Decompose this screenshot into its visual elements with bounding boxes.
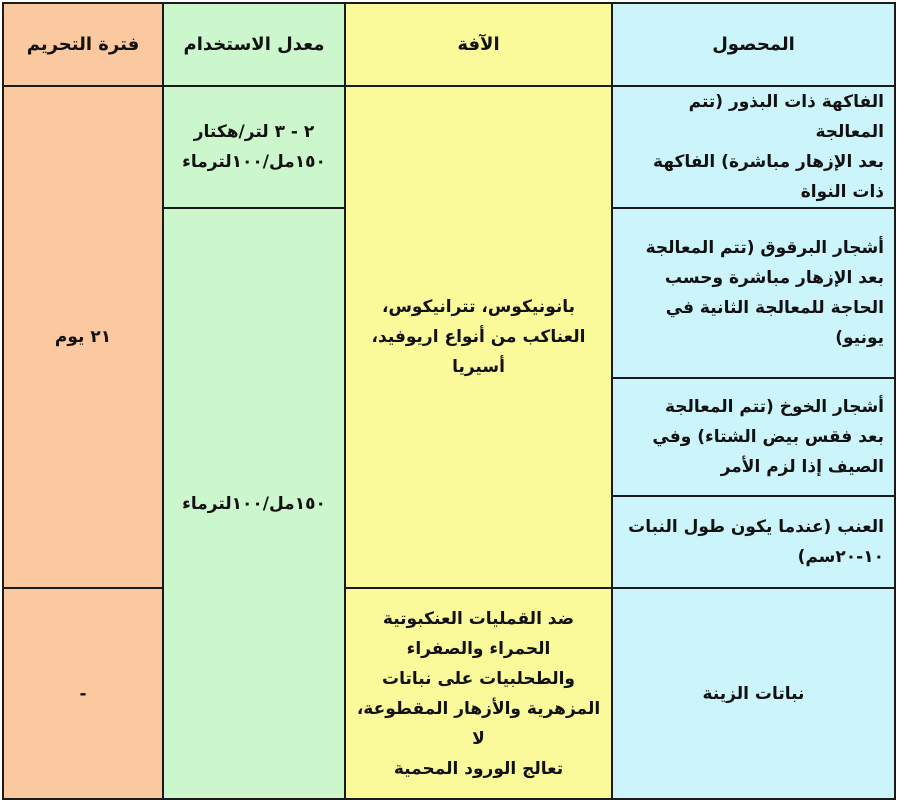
crop-cell: نباتات الزينة: [612, 588, 895, 799]
crop-cell: [612, 208, 895, 378]
crop-cell: [612, 86, 895, 208]
header-pest: الآفة: [345, 3, 612, 86]
pest-line: تعالج الورود المحمية: [393, 758, 564, 779]
rate-line: ٢ - ٣ لتر/هكتار: [193, 122, 315, 142]
header-rate: معدل الاستخدام: [163, 3, 345, 86]
crop-line: بعد الإزهار مباشرة) الفاكهة: [653, 152, 884, 172]
crop-line: الصيف إذا لزم الأمر: [720, 457, 884, 477]
pest-line: والطحلبيات على نباتات: [381, 668, 576, 689]
pesticide-table: [2, 2, 896, 800]
header-phi: فترة التحريم: [3, 3, 163, 86]
header-row: [3, 3, 895, 86]
pest-cell: [345, 86, 612, 588]
rate-cell: [163, 86, 345, 208]
pest-line: العناكب من أنواع اريوفيد،: [371, 327, 586, 347]
pest-line: المزهرية والأزهار المقطوعة، لا: [356, 698, 601, 749]
pest-line: أسيريا: [452, 357, 505, 377]
pest-cell: [345, 588, 612, 799]
rate-cell: ١٥٠مل/١٠٠لترماء: [163, 208, 345, 799]
crop-cell: [612, 378, 895, 496]
crop-line: أشجار البرقوق (تتم المعالجة: [645, 238, 884, 258]
phi-cell: ٢١ يوم: [3, 86, 163, 588]
crop-line: يونيو): [835, 328, 884, 348]
pest-line: الحمراء والصفراء: [406, 638, 551, 659]
header-crop: المحصول: [612, 3, 895, 86]
crop-line: الفاكهة ذات البذور (تتم المعالجة: [688, 92, 884, 142]
phi-cell: -: [3, 588, 163, 799]
crop-line: الحاجة للمعالجة الثانية في: [665, 298, 884, 318]
crop-line: العنب (عندما يكون طول النبات: [628, 517, 884, 537]
table-row: [3, 588, 895, 799]
pest-line: بانونيكوس، تترانيكوس،: [381, 297, 576, 317]
rate-line: ١٥٠مل/١٠٠لترماء: [182, 152, 326, 172]
crop-cell: [612, 496, 895, 588]
pest-line: ضد القمليات العنكبوتية: [382, 608, 575, 629]
crop-line: ١٠-٢٠سم): [797, 547, 884, 567]
table-row: [3, 86, 895, 208]
crop-line: بعد الإزهار مباشرة وحسب: [664, 268, 884, 288]
crop-line: بعد فقس بيض الشتاء) وفي: [652, 427, 884, 447]
crop-line: ذات النواة: [800, 182, 884, 202]
crop-line: أشجار الخوخ (تتم المعالجة: [664, 397, 884, 417]
